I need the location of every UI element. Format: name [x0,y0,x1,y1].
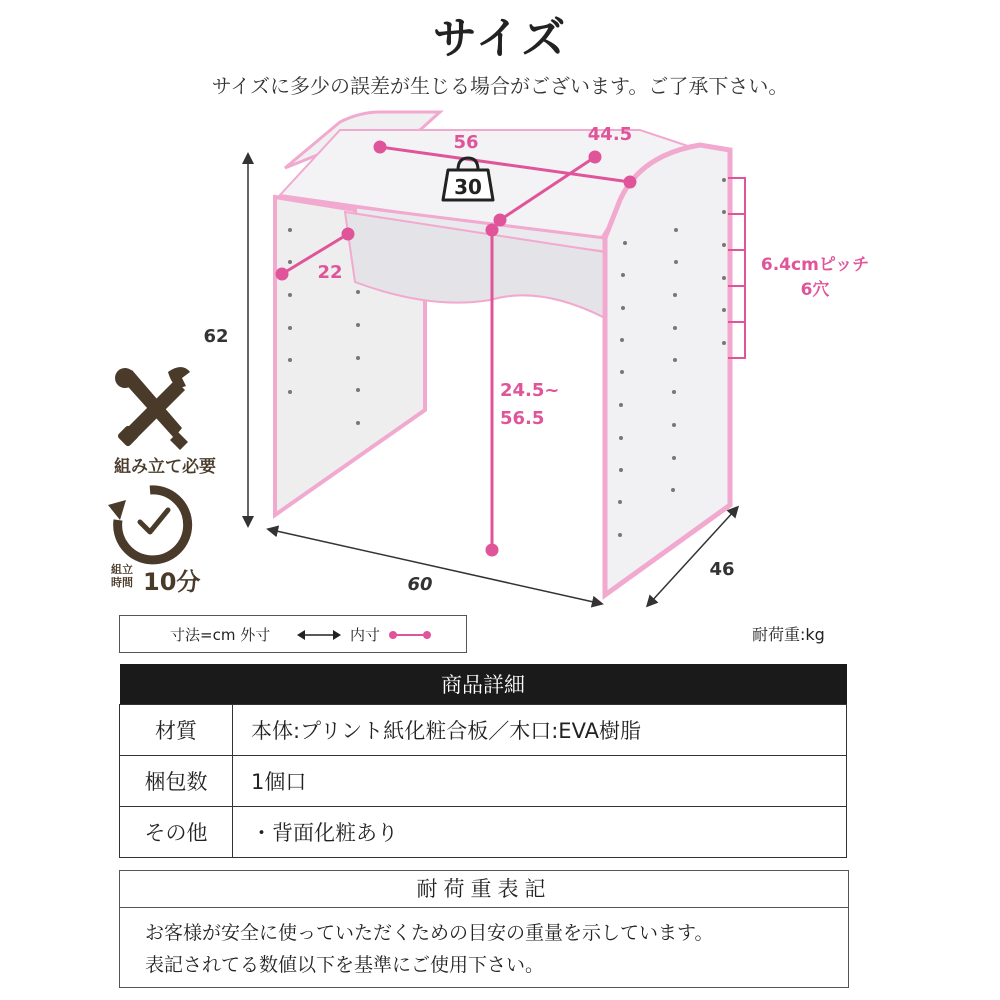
load-note-title: 耐荷重表記 [119,870,849,908]
shelf-depth-label: 22 [317,262,343,283]
detail-value: 本体:プリント紙化粧合板／木口:EVA樹脂 [233,705,847,756]
product-details-table [119,664,847,858]
depth-label: 46 [709,559,735,580]
pitch-label-1: 6.4cmピッチ [760,255,870,275]
assembly-time-value: 10分 [143,568,201,596]
assembly-required-label: 組み立て必要 [114,457,216,477]
height-label: 62 [203,326,229,347]
load-note-line-1: お客様が安全に使っていただくための目安の重量を示しています。 [145,922,714,944]
width-arrow [272,530,598,603]
page-title: サイズ [432,13,568,64]
page-subtitle: サイズに多少の誤差が生じる場合がございます。ご了承下さい。 [211,74,789,98]
table-row [120,756,847,807]
detail-key: 材質 [120,705,233,756]
leg-height-label-1: 24.5~ [500,380,560,401]
detail-key: その他 [120,807,233,858]
assembly-time-label: 組立時間 [111,563,133,589]
load-note-line-2: 表記されてる数値以下を基準にご使用下さい。 [145,954,545,976]
top-width-label: 56 [453,132,479,153]
legend-outer-label: 寸法=cm 外寸 [170,626,271,644]
inner-line-icon [388,628,432,642]
desk-illustration [0,100,1000,620]
detail-key: 梱包数 [120,756,233,807]
detail-value: 1個口 [233,756,847,807]
load-value: 30 [454,175,482,199]
outer-arrow-icon [297,628,341,642]
legend-inner-label: 内寸 [350,626,381,644]
top-depth-label: 44.5 [587,124,633,145]
timer-icon [108,490,188,560]
pitch-label-2: 6穴 [800,280,830,300]
load-unit-label: 耐荷重:kg [752,625,825,644]
details-header: 商品詳細 [120,664,847,705]
table-row [120,807,847,858]
detail-value: ・背面化粧あり [233,807,847,858]
tools-icon [115,367,190,450]
width-label: 60 [407,574,433,595]
desk-right-panel [605,145,730,595]
leg-height-label-2: 56.5 [500,408,545,429]
table-row [120,705,847,756]
